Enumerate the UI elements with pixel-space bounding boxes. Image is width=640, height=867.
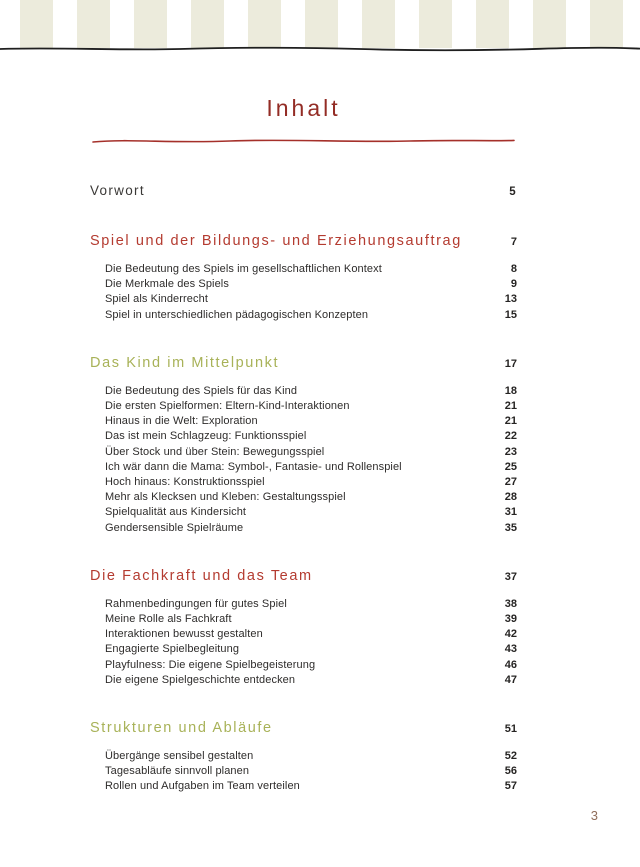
toc-entry-label: Hoch hinaus: Konstruktionsspiel — [105, 476, 265, 489]
toc-entry-page: 28 — [504, 491, 517, 504]
toc-entry-page: 38 — [504, 597, 517, 610]
toc-entry-page: 25 — [504, 460, 517, 473]
toc-entry[interactable] — [105, 627, 517, 642]
toc-entry-page: 56 — [504, 765, 517, 778]
front-matter-page: 5 — [509, 186, 517, 198]
toc-entry-page: 22 — [504, 430, 517, 443]
toc-entry-page: 42 — [504, 628, 517, 641]
toc-section — [90, 567, 517, 688]
toc-entry-page: 18 — [504, 384, 517, 397]
toc-entry[interactable] — [105, 490, 517, 505]
toc-entry[interactable] — [105, 460, 517, 475]
toc-entry[interactable] — [105, 597, 517, 612]
toc-entry[interactable] — [105, 521, 517, 536]
toc-entry[interactable] — [105, 779, 517, 794]
toc-entry[interactable] — [105, 292, 517, 307]
toc-entry-label: Hinaus in die Welt: Exploration — [105, 415, 258, 428]
toc-entry-label: Das ist mein Schlagzeug: Funktionsspiel — [105, 430, 307, 443]
toc-entry-page: 23 — [504, 445, 517, 458]
toc-entry-page: 47 — [504, 673, 517, 686]
toc-entry-label: Playfulness: Die eigene Spielbegeisterung — [105, 658, 316, 671]
toc-entry[interactable] — [105, 673, 517, 688]
section-page: 17 — [504, 357, 517, 370]
toc-entry-label: Meine Rolle als Fachkraft — [105, 613, 232, 626]
section-heading-row[interactable] — [90, 719, 517, 738]
toc-entry[interactable] — [105, 262, 517, 277]
section-heading: Spiel und der Bildungs- und Erziehungsauftrag — [90, 233, 462, 249]
toc-entry-page: 21 — [504, 400, 517, 413]
section-heading: Die Fachkraft und das Team — [90, 567, 313, 584]
toc-entry[interactable] — [105, 384, 517, 399]
toc-entry-page: 39 — [504, 613, 517, 626]
toc-entry-page: 15 — [504, 308, 517, 321]
toc-entry[interactable] — [105, 764, 517, 779]
toc-entry-label: Die ersten Spielformen: Eltern-Kind-Interaktionen — [105, 400, 350, 413]
section-page: 37 — [504, 570, 517, 583]
front-matter-label: Vorwort — [90, 183, 145, 198]
toc-entry-page: 13 — [504, 293, 517, 306]
section-page: 51 — [504, 723, 517, 736]
toc-entry[interactable] — [105, 308, 517, 323]
toc-entry[interactable] — [105, 749, 517, 764]
toc-entry-label: Über Stock und über Stein: Bewegungsspiel — [105, 445, 325, 458]
section-page: 7 — [510, 236, 517, 248]
toc-section — [90, 232, 517, 323]
toc-entry-page: 52 — [504, 750, 517, 763]
toc-entry-label: Gendersensible Spielräume — [105, 521, 244, 534]
section-items — [90, 597, 517, 688]
toc-entry-label: Übergänge sensibel gestalten — [105, 750, 254, 763]
decorative-stripe-band — [0, 0, 640, 48]
page-title: Inhalt — [266, 95, 341, 121]
toc-entry-label: Engagierte Spielbegleitung — [105, 643, 240, 656]
toc-entry-page: 8 — [510, 263, 517, 275]
toc-entry-label: Mehr als Klecksen und Kleben: Gestaltungsspiel — [105, 491, 346, 504]
toc-entry-label: Interaktionen bewusst gestalten — [105, 628, 263, 641]
toc-content — [90, 95, 517, 795]
toc-section — [90, 354, 517, 536]
toc-entry[interactable] — [105, 642, 517, 657]
toc-entry-label: Ich wär dann die Mama: Symbol-, Fantasie- und Rollenspiel — [105, 460, 402, 473]
toc-entry-label: Die Bedeutung des Spiels im gesellschaftlichen Kontext — [105, 263, 382, 275]
toc-entry-label: Spiel in unterschiedlichen pädagogischen Konzepten — [105, 308, 369, 321]
toc-entry-label: Tagesabläufe sinnvoll planen — [105, 765, 250, 778]
toc-entry-page: 27 — [504, 476, 517, 489]
toc-entry-label: Die Merkmale des Spiels — [105, 278, 229, 291]
toc-entry[interactable] — [105, 277, 517, 292]
toc-entry-page: 46 — [504, 658, 517, 671]
toc-entry[interactable] — [105, 429, 517, 444]
toc-entry-label: Rahmenbedingungen für gutes Spiel — [105, 597, 287, 610]
toc-entry[interactable] — [105, 475, 517, 490]
toc-section — [90, 719, 517, 795]
section-heading-row[interactable] — [90, 354, 517, 373]
toc-entry-label: Die Bedeutung des Spiels für das Kind — [105, 384, 298, 397]
folio-page-number: 3 — [590, 808, 598, 823]
toc-entry[interactable] — [105, 445, 517, 460]
section-items — [90, 262, 517, 323]
title-underline — [90, 135, 517, 146]
toc-entry[interactable] — [105, 414, 517, 429]
toc-entry-page: 43 — [504, 643, 517, 656]
toc-entry-label: Spielqualität aus Kindersicht — [105, 506, 247, 519]
toc-entry-label: Rollen und Aufgaben im Team verteilen — [105, 780, 300, 793]
toc-entry-page: 31 — [504, 506, 517, 519]
section-heading-row[interactable] — [90, 567, 517, 586]
section-heading: Strukturen und Abläufe — [90, 720, 273, 737]
section-items — [90, 749, 517, 795]
section-items — [90, 384, 517, 536]
toc-entry[interactable] — [105, 612, 517, 627]
toc-entry-label: Die eigene Spielgeschichte entdecken — [105, 673, 296, 686]
hand-drawn-divider-line — [0, 43, 640, 55]
toc-entry[interactable] — [105, 505, 517, 520]
toc-front-matter-row[interactable] — [90, 182, 517, 201]
section-heading: Das Kind im Mittelpunkt — [90, 354, 280, 371]
toc-entry-page: 9 — [510, 278, 517, 291]
section-heading-row[interactable] — [90, 232, 517, 251]
toc-entry[interactable] — [105, 658, 517, 673]
toc-entry[interactable] — [105, 399, 517, 414]
toc-entry-label: Spiel als Kinderrecht — [105, 293, 208, 306]
toc-entry-page: 35 — [504, 521, 517, 534]
toc-entry-page: 57 — [504, 780, 517, 793]
toc-entry-page: 21 — [504, 415, 517, 428]
